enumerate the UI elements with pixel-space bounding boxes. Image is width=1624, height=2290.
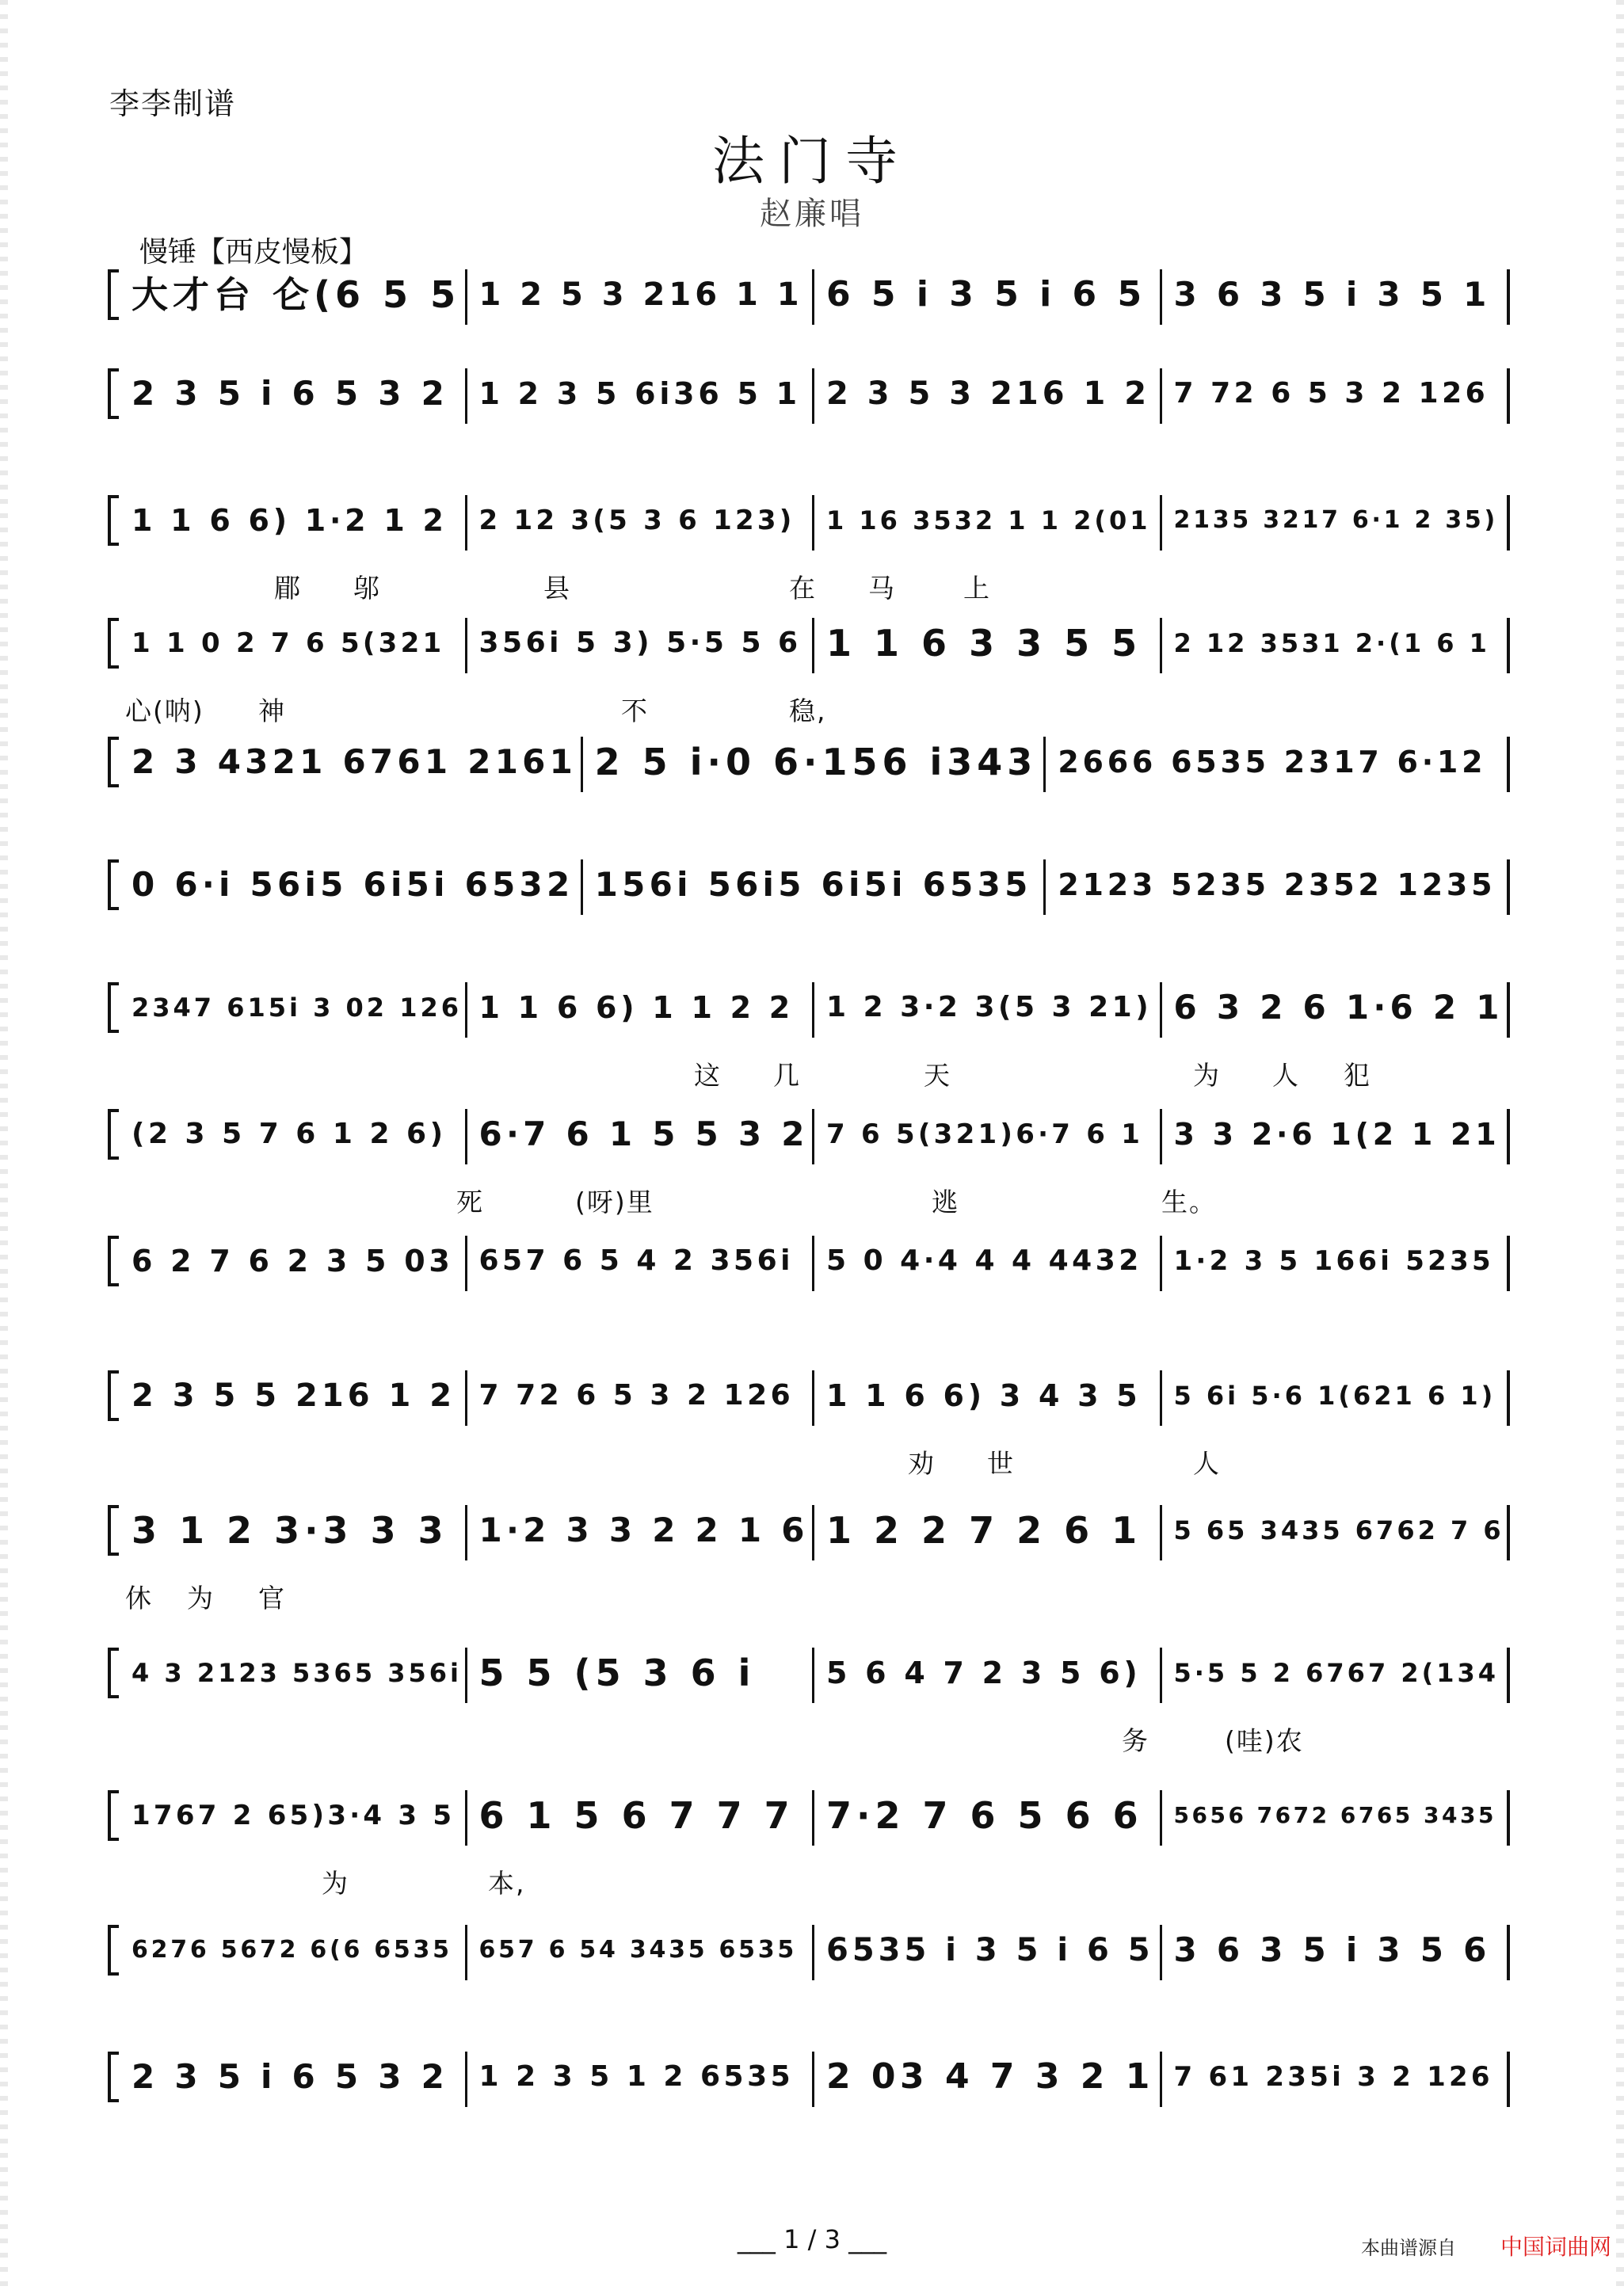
measure-notes: 2347 615i 3 02 126 bbox=[132, 993, 462, 1023]
measure bbox=[815, 982, 1163, 1033]
barline bbox=[1160, 495, 1162, 551]
measure-notes: 6·7 6 1 5 5 3 2 bbox=[478, 1115, 809, 1153]
barline bbox=[1507, 737, 1510, 792]
barline bbox=[1507, 1370, 1510, 1426]
barline bbox=[812, 1790, 814, 1846]
measure-notes: 5 6 4 7 2 3 5 6) bbox=[826, 1656, 1142, 1690]
barline bbox=[812, 618, 814, 673]
measure-notes: 大才台 仑(6 5 5 bbox=[132, 273, 461, 316]
lyric-syllable: 本, bbox=[488, 1868, 526, 1899]
measure-notes: 2 03 4 7 3 2 1 bbox=[826, 2056, 1154, 2097]
barline bbox=[1507, 982, 1510, 1038]
system-bracket bbox=[108, 269, 119, 320]
measure-notes: 3 1 2 3·3 3 3 bbox=[132, 1509, 448, 1552]
measure bbox=[468, 1790, 816, 1841]
staff-system bbox=[108, 368, 1510, 479]
measure-notes: 6 2 7 6 2 3 5 03 bbox=[132, 1244, 454, 1278]
lyric-syllable: 心(呐) bbox=[125, 695, 204, 726]
measure-notes: 1767 2 65)3·4 3 5 bbox=[132, 1800, 456, 1831]
measure bbox=[1163, 1370, 1511, 1421]
barline bbox=[1160, 618, 1162, 673]
barline bbox=[812, 1505, 814, 1560]
staff-system bbox=[108, 269, 1510, 380]
staff-system bbox=[108, 859, 1510, 970]
staff-system bbox=[108, 982, 1510, 1093]
measure-notes: 3 6 3 5 i 3 5 6 bbox=[1173, 1930, 1491, 1969]
measure-notes: 1 1 0 2 7 6 5(321 bbox=[132, 627, 445, 659]
measure bbox=[815, 2052, 1163, 2102]
system-bracket bbox=[108, 1505, 119, 1556]
lyric-syllable: 逃 bbox=[932, 1187, 959, 1217]
barline bbox=[812, 2052, 814, 2107]
measure bbox=[468, 1925, 816, 1976]
barline bbox=[465, 495, 467, 551]
measure bbox=[815, 1109, 1163, 1160]
barline bbox=[1507, 368, 1510, 424]
measure-notes: 2 3 4321 6761 2161 bbox=[132, 742, 578, 781]
measure bbox=[468, 1109, 816, 1160]
barline bbox=[465, 368, 467, 424]
barline bbox=[1160, 1370, 1162, 1426]
lyric-syllable: 不 bbox=[621, 695, 649, 726]
measure-notes: 4 3 2123 5365 356i bbox=[132, 1658, 462, 1688]
measure bbox=[815, 368, 1163, 419]
barline bbox=[812, 1109, 814, 1164]
measure-notes: 2 3 5 i 6 5 3 2 bbox=[132, 374, 449, 413]
measure-notes: 6 5 i 3 5 i 6 5 bbox=[826, 274, 1146, 314]
system-bracket bbox=[108, 618, 119, 669]
lyric-syllable: 神 bbox=[258, 695, 286, 726]
measure bbox=[468, 269, 816, 320]
measure bbox=[120, 737, 584, 787]
staff-system bbox=[108, 618, 1510, 729]
system-bracket bbox=[108, 1109, 119, 1160]
measure-notes: (2 3 5 7 6 1 2 6) bbox=[132, 1118, 447, 1150]
measure-notes: 1·2 3 3 2 2 1 6 bbox=[478, 1511, 809, 1549]
lyric-syllable: 在 bbox=[789, 573, 817, 604]
system-bracket bbox=[108, 1648, 119, 1698]
measure-notes: 5 65 3435 6762 7 6 bbox=[1173, 1515, 1504, 1545]
system-bracket bbox=[108, 1236, 119, 1286]
barline bbox=[1160, 2052, 1162, 2107]
measure bbox=[815, 1925, 1163, 1976]
lyric-syllable: 为 bbox=[187, 1583, 215, 1614]
barline bbox=[1507, 618, 1510, 673]
staff-system bbox=[108, 1925, 1510, 2036]
measure bbox=[120, 1370, 468, 1421]
measure-notes: 1 2 3 5 1 2 6535 bbox=[478, 2060, 795, 2093]
barline bbox=[465, 1505, 467, 1560]
lyric-syllable: 休 bbox=[125, 1583, 153, 1614]
measure-notes: 657 6 5 4 2 356i bbox=[478, 1244, 794, 1277]
lyric-syllable: 为 bbox=[322, 1868, 349, 1899]
measure bbox=[120, 1109, 468, 1160]
measure bbox=[120, 1236, 468, 1286]
barline bbox=[1160, 1505, 1162, 1560]
barline bbox=[1507, 1648, 1510, 1703]
barline bbox=[1160, 1236, 1162, 1291]
barline bbox=[1507, 2052, 1510, 2107]
staff-system bbox=[108, 1109, 1510, 1220]
lyric-syllable: 县 bbox=[543, 573, 571, 604]
song-title: 法门寺 bbox=[712, 131, 912, 192]
measure bbox=[815, 1648, 1163, 1698]
system-bracket bbox=[108, 737, 119, 787]
staff-system bbox=[108, 1790, 1510, 1901]
measure-notes: 5656 7672 6765 3435 bbox=[1173, 1802, 1496, 1828]
measure bbox=[1163, 1505, 1511, 1556]
lyric-syllable: 为 bbox=[1193, 1060, 1221, 1091]
measure-notes: 2 12 3531 2·(1 6 1 bbox=[1173, 628, 1490, 658]
measure-notes: 2 5 i·0 6·156 i343 bbox=[594, 741, 1038, 783]
barline bbox=[1160, 269, 1162, 325]
measure-notes: 2 3 5 i 6 5 3 2 bbox=[132, 2057, 449, 2096]
measure bbox=[468, 618, 816, 669]
measure-notes: 1 2 3 5 6i36 5 1 bbox=[478, 376, 801, 411]
barline bbox=[465, 1648, 467, 1703]
system-bracket bbox=[108, 1370, 119, 1421]
measure-notes: 2135 3217 6·1 2 35) bbox=[1173, 506, 1498, 534]
measure bbox=[815, 1505, 1163, 1556]
lyric-syllable: 生。 bbox=[1161, 1187, 1217, 1217]
staff-system bbox=[108, 1648, 1510, 1758]
staff-system bbox=[108, 737, 1510, 848]
barline bbox=[465, 1236, 467, 1291]
measure bbox=[120, 1505, 468, 1556]
measure-notes: 2123 5235 2352 1235 bbox=[1058, 867, 1496, 902]
measure bbox=[468, 1648, 816, 1698]
measure bbox=[120, 1925, 468, 1976]
measure-notes: 2666 6535 2317 6·12 bbox=[1058, 745, 1487, 779]
system-bracket bbox=[108, 495, 119, 546]
measure bbox=[815, 618, 1163, 669]
measure bbox=[120, 495, 468, 546]
measure-notes: 5 0 4·4 4 4 4432 bbox=[826, 1244, 1142, 1277]
lyric-syllable: 人 bbox=[1272, 1060, 1300, 1091]
measure-notes: 0 6·i 56i5 6i5i 6532 bbox=[132, 865, 574, 904]
barline bbox=[465, 1925, 467, 1980]
measure-notes: 1 16 3532 1 1 2(01 bbox=[826, 505, 1151, 535]
measure-notes: 1 2 3·2 3(5 3 21) bbox=[826, 991, 1153, 1023]
system-bracket bbox=[108, 2052, 119, 2102]
lyric-syllable: 几 bbox=[773, 1060, 801, 1091]
arranger-credit: 李李制谱 bbox=[109, 86, 237, 121]
measure bbox=[1163, 1236, 1511, 1286]
measure bbox=[1163, 2052, 1511, 2102]
measure-notes: 1·2 3 5 166i 5235 bbox=[1173, 1245, 1494, 1277]
measure-notes: 7 72 6 5 3 2 126 bbox=[478, 1379, 795, 1412]
barline bbox=[465, 618, 467, 673]
barline bbox=[1043, 859, 1046, 915]
lyric-syllable: 邬 bbox=[353, 573, 381, 604]
measure bbox=[120, 2052, 468, 2102]
lyric-syllable: (哇)农 bbox=[1225, 1725, 1304, 1756]
barline bbox=[1507, 1925, 1510, 1980]
barline bbox=[1160, 368, 1162, 424]
staff-system bbox=[108, 495, 1510, 606]
barline bbox=[1160, 1790, 1162, 1846]
measure-notes: 1 2 2 7 2 6 1 bbox=[826, 1509, 1142, 1552]
barline bbox=[812, 1925, 814, 1980]
barline bbox=[1507, 495, 1510, 551]
footer-source: 本曲谱源自 bbox=[1361, 2237, 1456, 2259]
measure-notes: 657 6 54 3435 6535 bbox=[478, 1936, 798, 1964]
barline bbox=[465, 1790, 467, 1846]
staff-system bbox=[108, 2052, 1510, 2162]
lyric-syllable: 天 bbox=[924, 1060, 951, 1091]
measure bbox=[468, 368, 816, 419]
measure-notes: 1 1 6 3 3 5 5 bbox=[826, 622, 1142, 665]
measure-notes: 6276 5672 6(6 6535 bbox=[132, 1936, 452, 1964]
barline bbox=[812, 1648, 814, 1703]
staff-system bbox=[108, 1236, 1510, 1347]
measure bbox=[120, 368, 468, 419]
lyric-syllable: 上 bbox=[963, 573, 991, 604]
measure bbox=[584, 859, 1047, 910]
measure bbox=[1163, 618, 1511, 669]
measure-notes: 6 3 2 6 1·6 2 1 bbox=[1173, 988, 1504, 1027]
measure bbox=[815, 269, 1163, 320]
barline bbox=[1160, 1648, 1162, 1703]
lyric-syllable: 官 bbox=[258, 1583, 286, 1614]
lyric-syllable: 犯 bbox=[1344, 1060, 1371, 1091]
measure bbox=[468, 1236, 816, 1286]
system-bracket bbox=[108, 982, 119, 1033]
measure bbox=[1163, 982, 1511, 1033]
barline bbox=[1043, 737, 1046, 792]
system-bracket bbox=[108, 859, 119, 910]
lyric-syllable: 郿 bbox=[274, 573, 302, 604]
measure bbox=[815, 1790, 1163, 1841]
measure bbox=[1046, 737, 1510, 787]
measure bbox=[120, 1790, 468, 1841]
barline bbox=[465, 1370, 467, 1426]
measure-notes: 356i 5 3) 5·5 5 6 bbox=[478, 627, 802, 659]
measure-notes: 1 1 6 6) 1·2 1 2 bbox=[132, 503, 448, 538]
measure bbox=[120, 1648, 468, 1698]
lyric-syllable: 死 bbox=[456, 1187, 484, 1217]
measure-notes: 7 61 235i 3 2 126 bbox=[1173, 2061, 1493, 2093]
measure-notes: 7 6 5(321)6·7 6 1 bbox=[826, 1118, 1144, 1150]
measure bbox=[468, 1370, 816, 1421]
barline bbox=[1507, 1790, 1510, 1846]
measure bbox=[468, 1505, 816, 1556]
page-number: ___ 1 / 3 ___ bbox=[737, 2224, 887, 2254]
measure bbox=[120, 618, 468, 669]
barline bbox=[1507, 859, 1510, 915]
measure bbox=[120, 269, 468, 320]
barline bbox=[1507, 1236, 1510, 1291]
lyric-syllable: 这 bbox=[694, 1060, 722, 1091]
measure bbox=[1163, 269, 1511, 320]
left-edge-watermark bbox=[0, 0, 8, 2290]
system-bracket bbox=[108, 368, 119, 419]
measure bbox=[584, 737, 1047, 787]
barline bbox=[812, 368, 814, 424]
measure-notes: 1 2 5 3 216 1 1 bbox=[478, 276, 803, 313]
measure bbox=[815, 1370, 1163, 1421]
measure-notes: 5 6i 5·6 1(621 6 1) bbox=[1173, 1381, 1496, 1411]
measure-notes: 1 1 6 6) 1 1 2 2 bbox=[478, 990, 794, 1025]
measure bbox=[1046, 859, 1510, 910]
measure-notes: 3 3 2·6 1(2 1 21 bbox=[1173, 1117, 1500, 1152]
measure bbox=[1163, 1109, 1511, 1160]
lyric-syllable: 务 bbox=[1122, 1725, 1149, 1756]
measure-notes: 1 1 6 6) 3 4 3 5 bbox=[826, 1378, 1142, 1413]
barline bbox=[812, 1370, 814, 1426]
measure-notes: 7 72 6 5 3 2 126 bbox=[1173, 377, 1489, 410]
measure-notes: 6535 i 3 5 i 6 5 bbox=[826, 1932, 1154, 1968]
barline bbox=[1160, 982, 1162, 1038]
system-bracket bbox=[108, 1925, 119, 1976]
staff-system bbox=[108, 1505, 1510, 1616]
measure-notes: 2 3 5 3 216 1 2 bbox=[826, 375, 1151, 412]
measure-notes: 156i 56i5 6i5i 6535 bbox=[594, 865, 1032, 904]
measure-notes: 6 1 5 6 7 7 7 bbox=[478, 1794, 795, 1837]
measure bbox=[468, 2052, 816, 2102]
barline bbox=[581, 859, 583, 915]
barline bbox=[465, 982, 467, 1038]
measure-notes: 7·2 7 6 5 6 6 bbox=[826, 1794, 1143, 1837]
measure bbox=[1163, 368, 1511, 419]
measure bbox=[120, 982, 468, 1033]
lyric-syllable: 人 bbox=[1193, 1448, 1221, 1479]
barline bbox=[812, 982, 814, 1038]
system-bracket bbox=[108, 1790, 119, 1841]
measure bbox=[1163, 1925, 1511, 1976]
lyric-syllable: 世 bbox=[987, 1448, 1015, 1479]
barline bbox=[465, 1109, 467, 1164]
measure-notes: 2 3 5 5 216 1 2 bbox=[132, 1377, 456, 1414]
measure bbox=[120, 859, 584, 910]
barline bbox=[812, 269, 814, 325]
right-edge-watermark bbox=[1616, 0, 1624, 2290]
lyric-syllable: 劝 bbox=[908, 1448, 936, 1479]
staff-system bbox=[108, 1370, 1510, 1481]
measure bbox=[815, 1236, 1163, 1286]
barline bbox=[1507, 269, 1510, 325]
barline bbox=[1160, 1925, 1162, 1980]
lyric-syllable: 稳, bbox=[789, 695, 827, 726]
measure bbox=[1163, 1648, 1511, 1698]
tempo-marking: 慢锤【西皮慢板】 bbox=[139, 236, 368, 269]
footer-site-link[interactable]: 中国词曲网 bbox=[1500, 2234, 1612, 2260]
measure bbox=[1163, 1790, 1511, 1841]
measure bbox=[1163, 495, 1511, 546]
barline bbox=[1507, 1109, 1510, 1164]
page-number-text: 1 / 3 bbox=[783, 2224, 841, 2254]
measure-notes: 5 5 (5 3 6 i bbox=[478, 1652, 756, 1694]
measure bbox=[468, 495, 816, 546]
singer-credit: 赵廉唱 bbox=[760, 196, 864, 232]
barline bbox=[465, 2052, 467, 2107]
barline bbox=[581, 737, 583, 792]
barline bbox=[812, 1236, 814, 1291]
barline bbox=[1507, 1505, 1510, 1560]
barline bbox=[465, 269, 467, 325]
measure bbox=[468, 982, 816, 1033]
measure-notes: 2 12 3(5 3 6 123) bbox=[478, 505, 795, 536]
barline bbox=[1160, 1109, 1162, 1164]
barline bbox=[812, 495, 814, 551]
measure-notes: 5·5 5 2 6767 2(134 bbox=[1173, 1658, 1500, 1688]
lyric-syllable: (呀)里 bbox=[575, 1187, 654, 1217]
lyric-syllable: 马 bbox=[868, 573, 896, 604]
measure-notes: 3 6 3 5 i 3 5 1 bbox=[1173, 275, 1491, 314]
measure bbox=[815, 495, 1163, 546]
